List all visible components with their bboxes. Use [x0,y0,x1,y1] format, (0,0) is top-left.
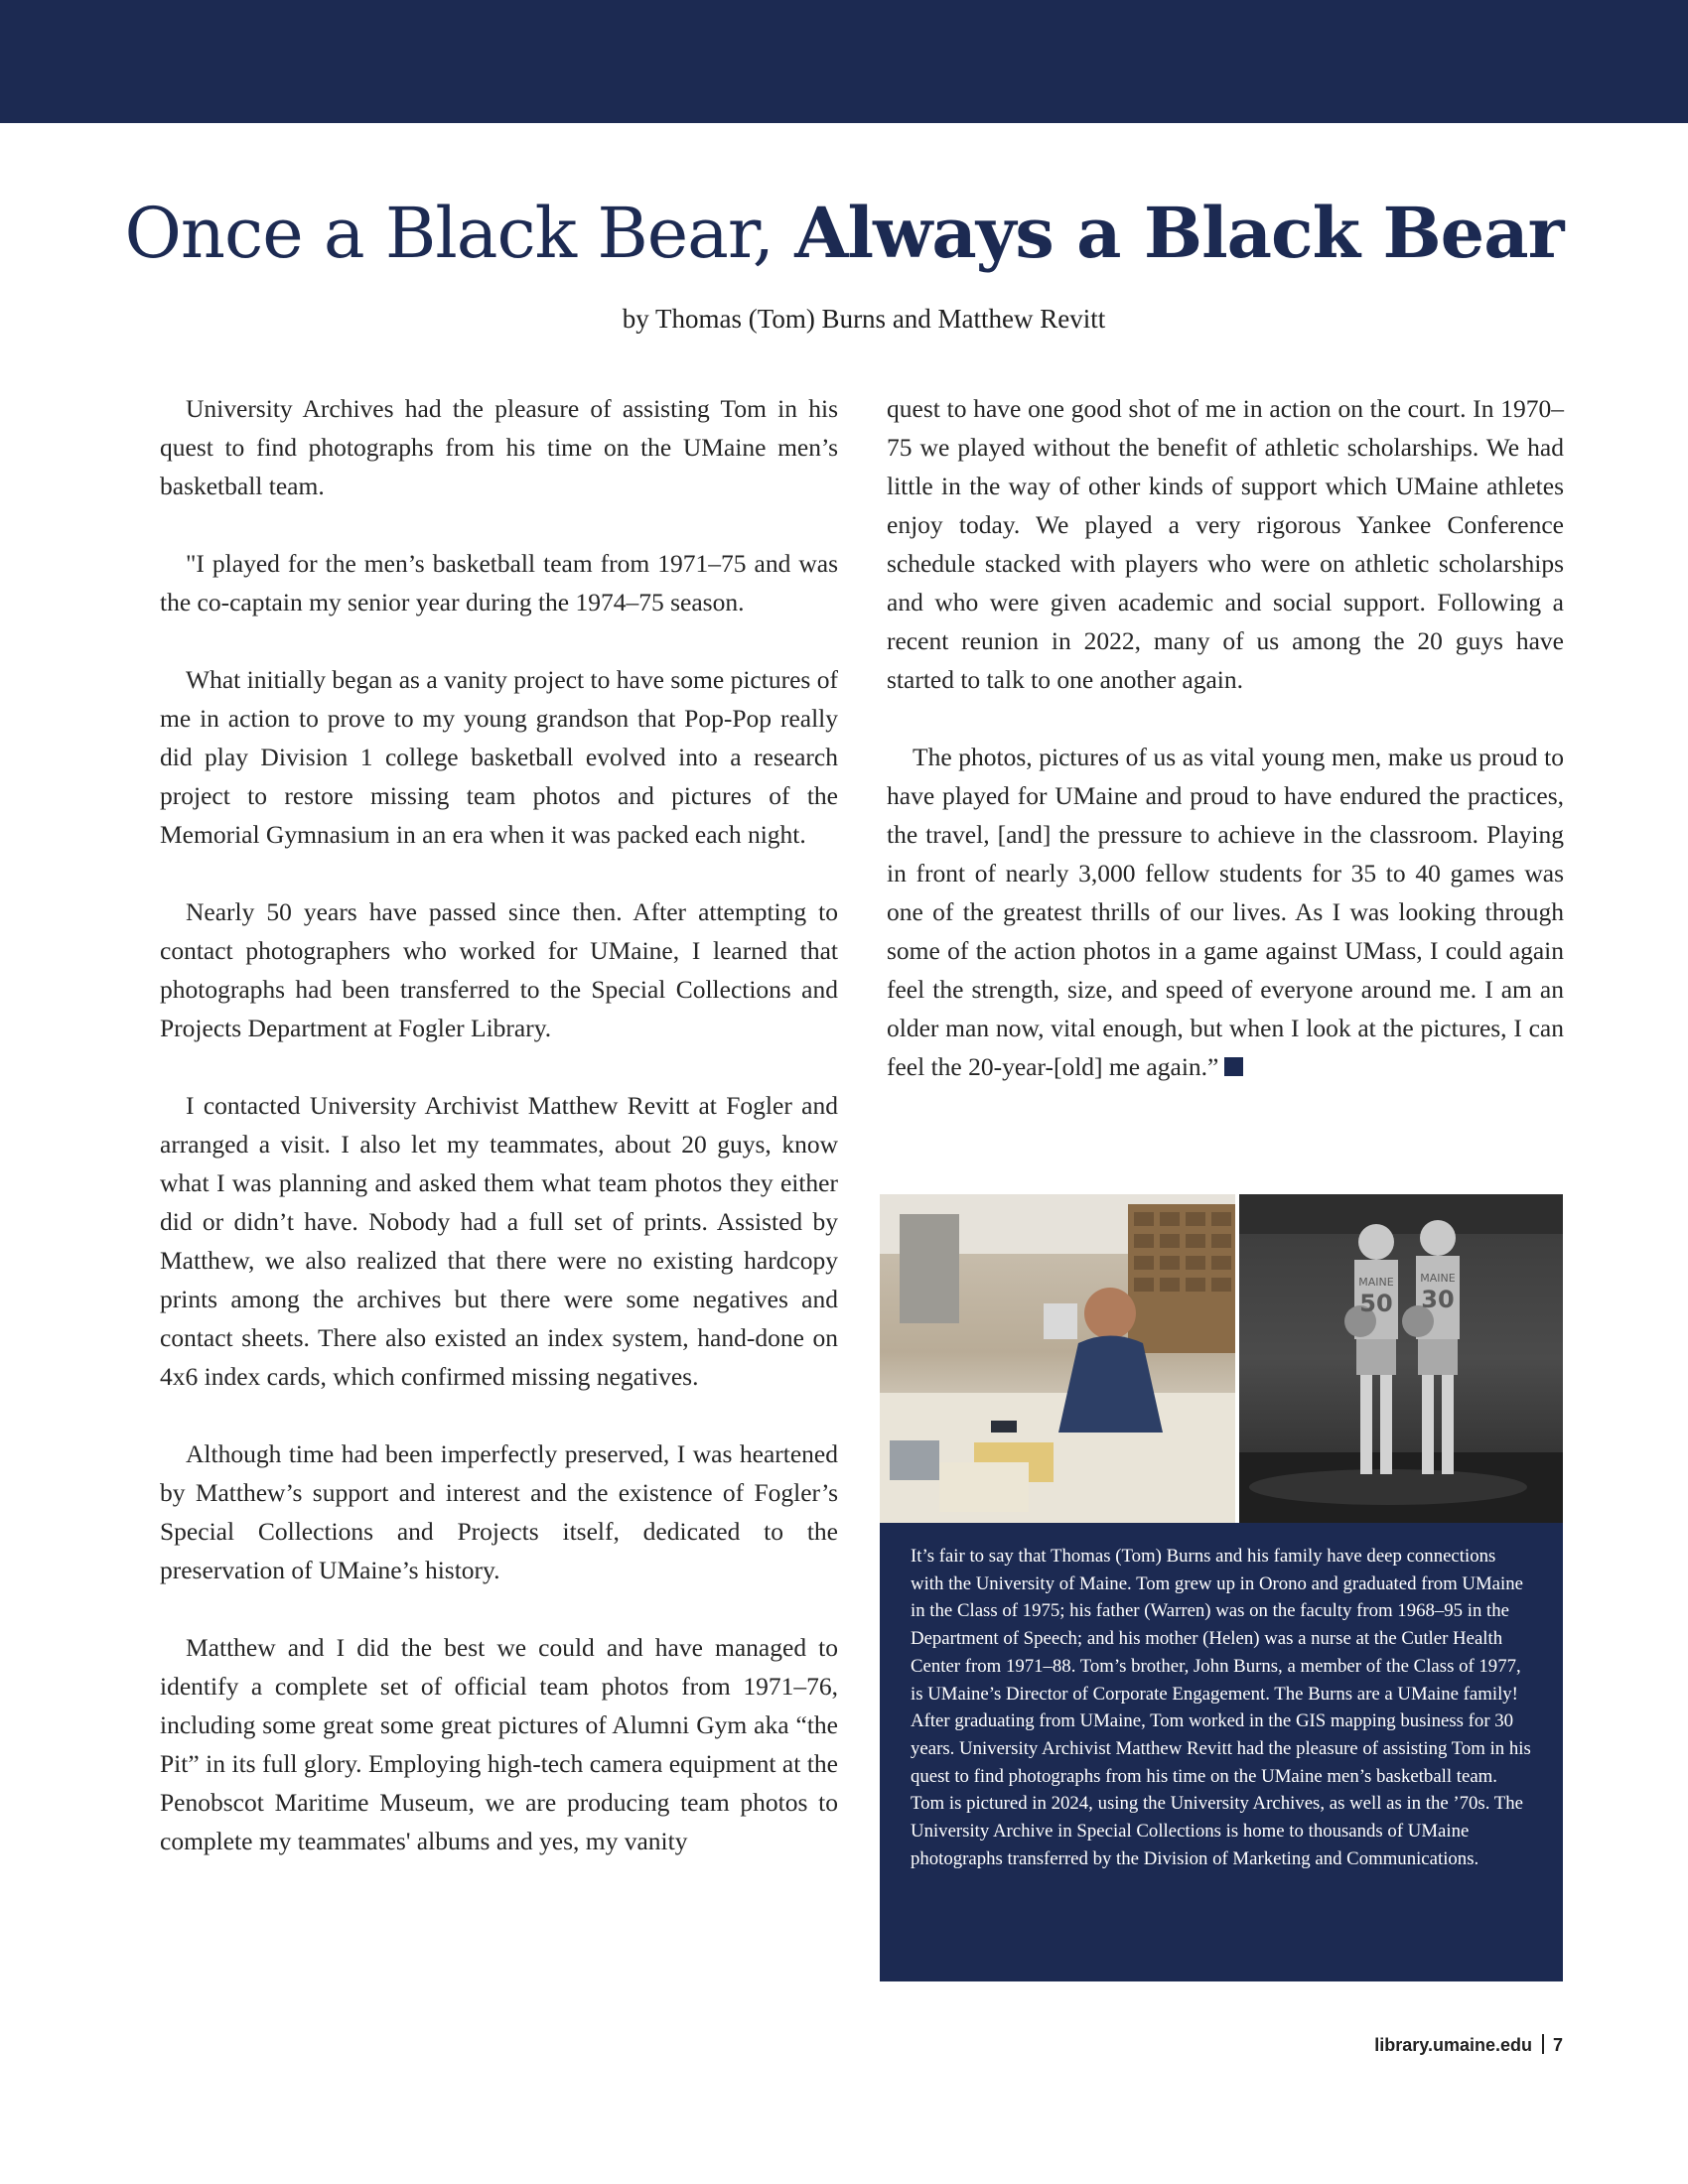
byline: by Thomas (Tom) Burns and Matthew Revitt [622,304,1106,334]
footer-site: library.umaine.edu [1374,2035,1532,2055]
end-mark-icon [1224,1057,1243,1076]
jersey-label-right: MAINE [1420,1272,1456,1285]
paragraph: quest to have one good shot of me in action on the court. In 1970–75 we played without the benefit of athletic scholarships. We had little in the way of other kinds of support which UMaine athletes enjoy today. We played a very rigorous Yankee Conference schedule stacked with players who were on athletic scholarships and who were given academic and social support. Following a recent reunion in 2022, many of us among the 20 guys have started to talk to one another again. [887,394,1564,694]
right-column [887,389,1564,1125]
paragraph: "I played for the men’s basketball team from 1971–75 and was the co-captain my senior year during the 1974–75 season. [160,549,838,616]
footer-divider [1542,2034,1544,2054]
jersey-number-right: 30 [1421,1286,1455,1313]
title-light: Once a Black Bear, [124,193,795,274]
article-title [0,189,1688,278]
paragraph: University Archives had the pleasure of assisting Tom in his quest to find photographs from his time on the UMaine men’s basketball team. [160,394,838,500]
paragraph: What initially began as a vanity project to have some pictures of me in action to prove to my young grandson that Pop-Pop really did play Division 1 college basketball evolved into a research project to restore missing team photos and pictures of the Memorial Gymnasium in an era when it was packed each night. [160,665,838,849]
archive-photo [880,1194,1235,1523]
photo-strip [880,1194,1563,1523]
page-footer [1374,2031,1563,2059]
paragraph-text: The photos, pictures of us as vital young men, make us proud to have played for UMaine and proud to have endured the practices, the travel, [and] the pressure to achieve in the classroom. Playing in front of nearly 3,000 fellow students for 35 to 40 games was one of the greatest thrills of our lives. As I was looking through some of the action photos in a game against UMass, I could again feel the strength, size, and speed of everyone around me. I am an older man now, vital enough, but when I look at the pictures, I can feel the 20-year-[old] me again.” [887,743,1564,1081]
paragraph: Nearly 50 years have passed since then. After attempting to contact photographers who worked for UMaine, I learned that photographs had been transferred to the Special Collections and Projects Department at Fogler Library. [160,897,838,1042]
title-bold: Always a Black Bear [794,192,1564,274]
left-column [160,389,838,1899]
team-photo-illustration [1239,1194,1563,1523]
jersey-number-left: 50 [1359,1290,1393,1317]
caption-text: It’s fair to say that Thomas (Tom) Burns and his family have deep connections with the University of Maine. Tom grew up in Orono and graduated from UMaine in the Class of 1975; his father (Warren) was on the faculty from 1968–95 in the Department of Speech; and his mother (Helen) was a nurse at the Cutler Health Center from 1971–88. Tom’s brother, John Burns, a member of the Class of 1977, is UMaine’s Director of Corporate Engagement. The Burns are a UMaine family! After graduating from UMaine, Tom worked in the GIS mapping business for 30 years. University Archivist Matthew Revitt had the pleasure of assisting Tom in his quest to find photographs from his time on the UMaine men’s basketball team. Tom is pictured in 2024, using the University Archives, as well as in the ’70s. The University Archive in Special Collections is home to thousands of UMaine photographs transferred by the Division of Marketing and Communications. [911,1546,1531,1869]
paragraph: Matthew and I did the best we could and have managed to identify a complete set of official team photos from 1971–76, including some great some great pictures of Alumni Gym aka “the Pit” in its full glory. Employing high-tech camera equipment at the Penobscot Maritime Museum, we are producing team photos to complete my teammates' albums and yes, my vanity [160,1633,838,1855]
team-photo [1239,1194,1563,1523]
caption-box [880,1523,1563,1981]
archive-photo-illustration [880,1194,1235,1523]
paragraph-final [887,738,1564,1086]
top-banner [0,0,1688,123]
paragraph: I contacted University Archivist Matthew Revitt at Fogler and arranged a visit. I also let my teammates, about 20 guys, know what I was planning and asked them what team photos they either did or didn’t have. Nobody had a full set of prints. Assisted by Matthew, we also realized that there were no existing hardcopy prints among the archives but there were some negatives and contact sheets. There also existed an index system, hand-done on 4x6 index cards, which confirmed missing negatives. [160,1091,838,1391]
page-number: 7 [1552,2035,1563,2055]
paragraph: Although time had been imperfectly preserved, I was heartened by Matthew’s support and interest and the existence of Fogler’s Special Collections and Projects itself, dedicated to the preservation of UMaine’s history. [160,1439,838,1584]
jersey-label-left: MAINE [1358,1276,1394,1289]
